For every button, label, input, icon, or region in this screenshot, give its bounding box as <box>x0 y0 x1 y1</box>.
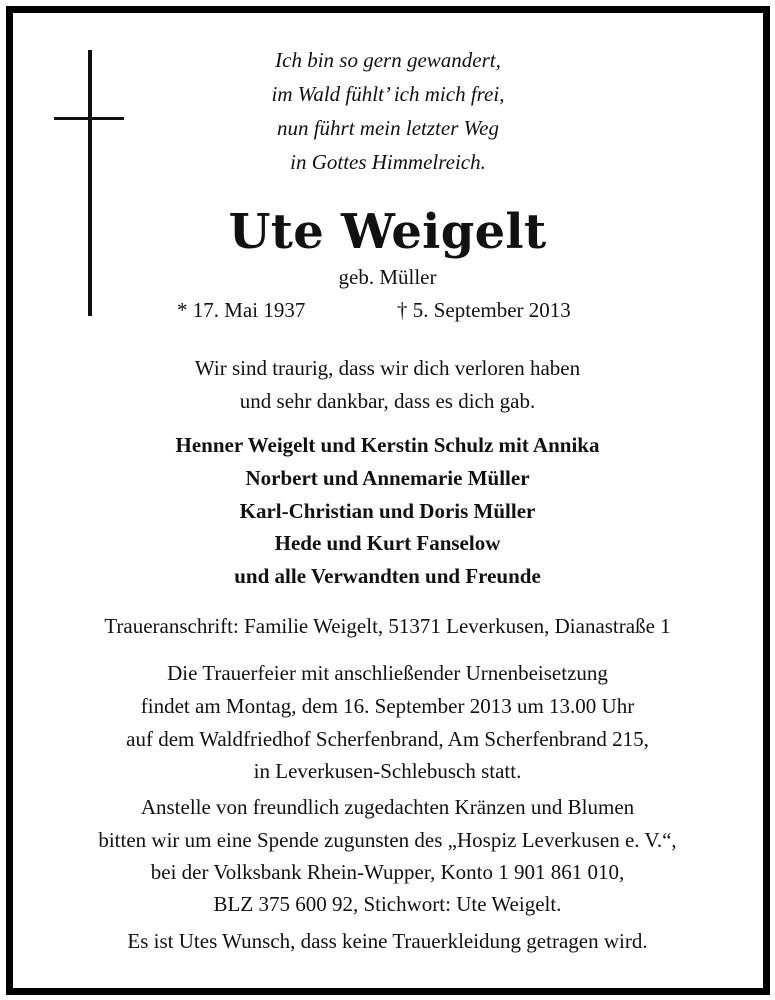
birth-date: * 17. Mai 1937 <box>177 298 306 322</box>
donation-line-1: Anstelle von freundlich zugedachten Kränzen und Blumen <box>140 795 635 819</box>
donation-line-4: BLZ 375 600 92, Stichwort: Ute Weigelt. <box>213 892 562 916</box>
final-note: Es ist Utes Wunsch, dass keine Trauerkleidung getragen wird. <box>127 929 648 953</box>
poem-line-4: in Gottes Himmelreich. <box>290 150 486 174</box>
mourner-line-4: Hede und Kurt Fanselow <box>274 531 501 555</box>
message-line-2: und sehr dankbar, dass es dich gab. <box>239 389 536 413</box>
ceremony-line-3: auf dem Waldfriedhof Scherfenbrand, Am Scherfenbrand 215, <box>126 727 649 751</box>
deceased-name: Ute Weigelt <box>228 204 547 260</box>
ceremony-line-2: findet am Montag, dem 16. September 2013 um 13.00 Uhr <box>140 694 635 718</box>
death-date: † 5. September 2013 <box>397 298 571 322</box>
poem-line-1: Ich bin so gern gewandert, <box>275 48 501 72</box>
mourner-line-5: und alle Verwandten und Freunde <box>234 564 541 588</box>
maiden-name: geb. Müller <box>338 265 437 289</box>
mourner-line-2: Norbert und Annemarie Müller <box>245 466 530 490</box>
mourner-line-1: Henner Weigelt und Kerstin Schulz mit Annika <box>175 433 600 457</box>
poem-line-2: im Wald fühlt’ ich mich frei, <box>271 82 505 106</box>
donation-line-3: bei der Volksbank Rhein-Wupper, Konto 1 901 861 010, <box>150 860 625 884</box>
poem-line-3: nun führt mein letzter Weg <box>276 116 500 140</box>
ceremony-line-4: in Leverkusen-Schlebusch statt. <box>253 759 522 783</box>
ceremony-line-1: Die Trauerfeier mit anschließender Urnenbeisetzung <box>167 661 608 685</box>
donation-line-2: bitten wir um eine Spende zugunsten des „Hospiz Leverkusen e. V.“, <box>98 828 677 852</box>
mourning-address: Traueranschrift: Familie Weigelt, 51371 Leverkusen, Dianastraße 1 <box>104 614 671 638</box>
mourner-line-3: Karl-Christian und Doris Müller <box>239 499 536 523</box>
message-line-1: Wir sind traurig, dass wir dich verloren haben <box>194 356 581 380</box>
